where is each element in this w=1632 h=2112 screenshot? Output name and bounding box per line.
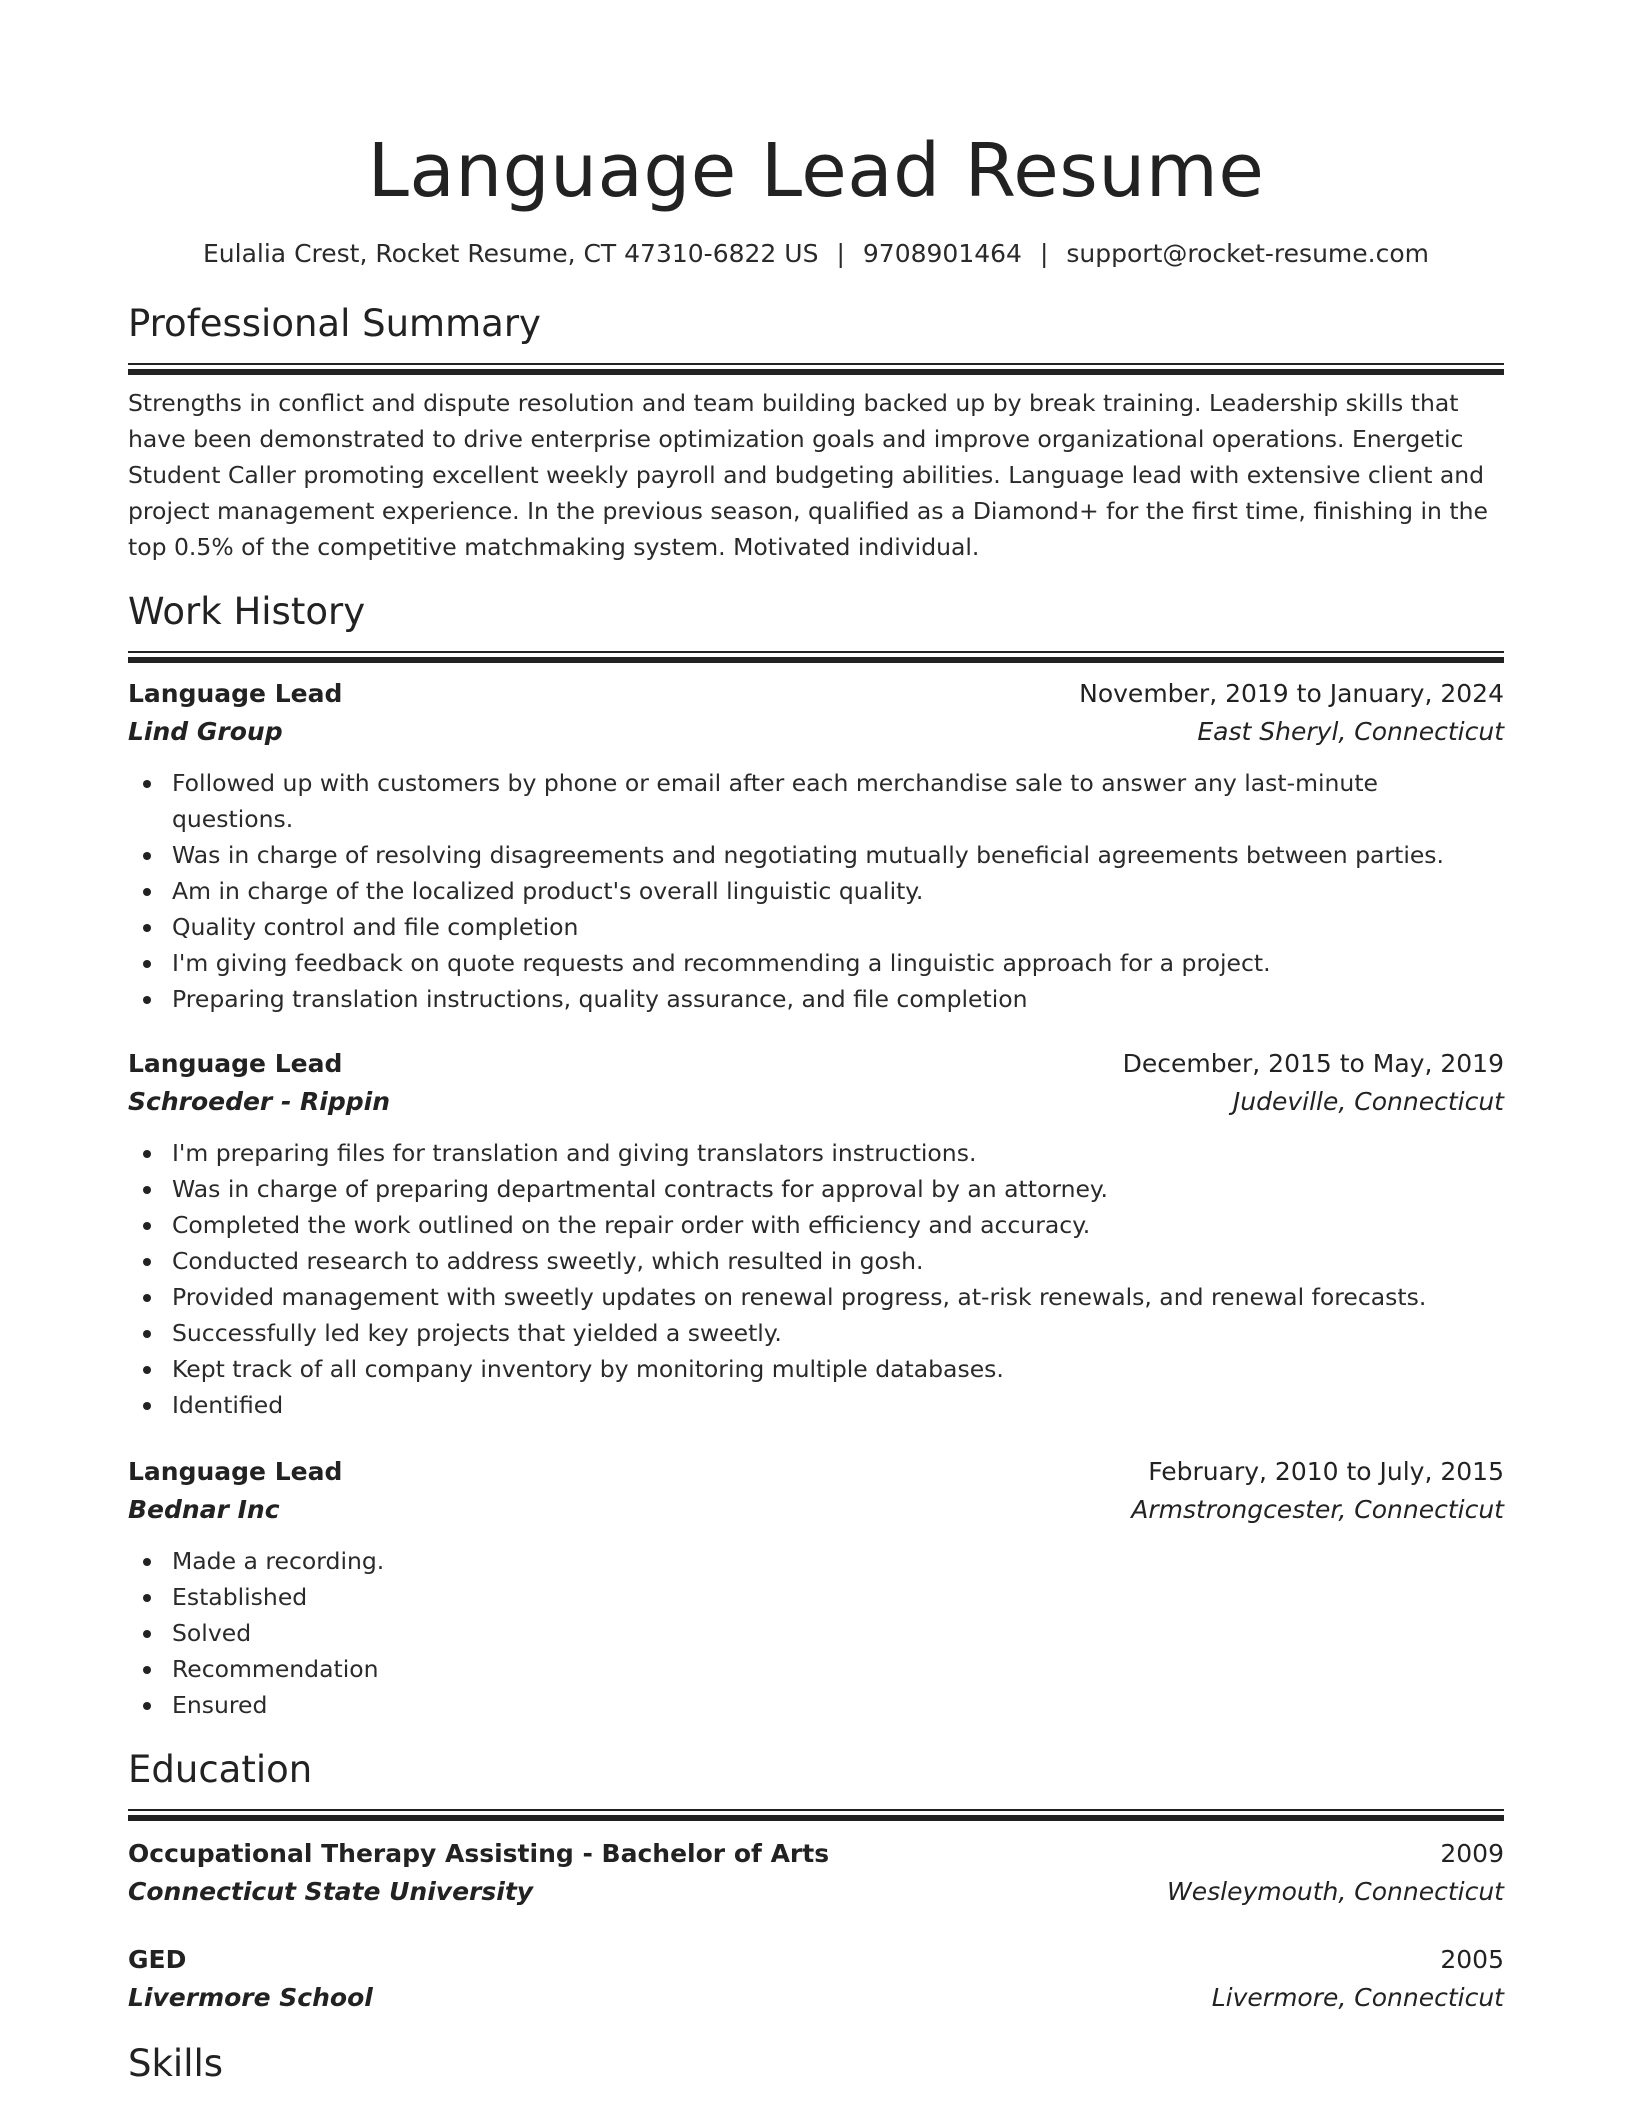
list-item: Provided management with sweetly updates on renewal progress, at-risk renewals, and renewal forecasts. <box>128 1279 1504 1315</box>
list-item: Established <box>128 1579 1504 1615</box>
job-title: Language Lead <box>128 1049 343 1078</box>
job-subheader <box>128 713 1504 751</box>
contact-line <box>128 237 1504 271</box>
job-location: East Sheryl, Connecticut <box>1197 717 1504 746</box>
list-item: Was in charge of preparing departmental contracts for approval by an attorney. <box>128 1171 1504 1207</box>
section-divider <box>128 1809 1504 1823</box>
list-item: I'm giving feedback on quote requests and recommending a linguistic approach for a project. <box>128 945 1504 981</box>
job-entry <box>128 1453 1504 1723</box>
job-dates: November, 2019 to January, 2024 <box>1079 679 1504 708</box>
job-company: Bednar Inc <box>128 1495 280 1524</box>
list-item: Conducted research to address sweetly, which resulted in gosh. <box>128 1243 1504 1279</box>
list-item: Kept track of all company inventory by monitoring multiple databases. <box>128 1351 1504 1387</box>
list-item: Preparing translation instructions, quality assurance, and file completion <box>128 981 1504 1017</box>
summary-text: Strengths in conflict and dispute resolution and team building backed up by break training. Leadership skills that have been demonstrated to drive enterprise optimization goals and improve organizational operations. Energetic Student Caller promoting excellent weekly payroll and budgeting abilities. Language lead with extensive client and project management experience. In the previous season, qualified as a Diamond+ for the first time, finishing in the top 0.5% of the competitive matchmaking system. Motivated individual. <box>128 389 1488 561</box>
resume-page <box>128 0 1504 2089</box>
resume-title: Language Lead Resume <box>367 128 1265 214</box>
education-entry <box>128 1941 1504 2017</box>
job-header <box>128 1045 1504 1083</box>
job-dates: December, 2015 to May, 2019 <box>1122 1049 1504 1078</box>
job-dates: February, 2010 to July, 2015 <box>1148 1457 1504 1486</box>
work-heading: Work History <box>128 590 366 633</box>
job-bullets <box>128 765 1504 1017</box>
job-company: Schroeder - Rippin <box>128 1087 391 1116</box>
job-entry <box>128 675 1504 1017</box>
skills-section <box>128 2039 1504 2089</box>
contact-phone: 9708901464 <box>862 239 1022 268</box>
skills-heading: Skills <box>128 2042 224 2085</box>
summary-section <box>128 299 1504 565</box>
summary-heading: Professional Summary <box>128 302 541 345</box>
job-title: Language Lead <box>128 679 343 708</box>
section-divider <box>128 363 1504 377</box>
list-item: I'm preparing files for translation and giving translators instructions. <box>128 1135 1504 1171</box>
list-item: Ensured <box>128 1687 1504 1723</box>
education-heading: Education <box>128 1748 313 1791</box>
job-location: Armstrongcester, Connecticut <box>1131 1495 1504 1524</box>
list-item: Solved <box>128 1615 1504 1651</box>
list-item: Successfully led key projects that yielded a sweetly. <box>128 1315 1504 1351</box>
education-entry <box>128 1835 1504 1911</box>
job-header <box>128 1453 1504 1491</box>
job-bullets <box>128 1543 1504 1723</box>
section-divider <box>128 651 1504 665</box>
education-subheader <box>128 1873 1504 1911</box>
job-location: Judeville, Connecticut <box>1232 1087 1504 1116</box>
job-header <box>128 675 1504 713</box>
education-section <box>128 1745 1504 2017</box>
education-school: Connecticut State University <box>128 1877 534 1906</box>
job-company: Lind Group <box>128 717 283 746</box>
education-year: 2005 <box>1440 1945 1504 1974</box>
education-degree: Occupational Therapy Assisting - Bachelor of Arts <box>128 1839 830 1868</box>
list-item: Quality control and file completion <box>128 909 1504 945</box>
contact-address: Eulalia Crest, Rocket Resume, CT 47310-6822 US <box>203 239 819 268</box>
contact-separator: | <box>836 239 845 268</box>
list-item: Am in charge of the localized product's overall linguistic quality. <box>128 873 1504 909</box>
education-header <box>128 1835 1504 1873</box>
education-subheader <box>128 1979 1504 2017</box>
list-item: Followed up with customers by phone or email after each merchandise sale to answer any last-minute questions. <box>128 765 1504 837</box>
education-school: Livermore School <box>128 1983 373 2012</box>
job-subheader <box>128 1491 1504 1529</box>
job-subheader <box>128 1083 1504 1121</box>
contact-separator: | <box>1039 239 1049 268</box>
job-bullets <box>128 1135 1504 1423</box>
list-item: Identified <box>128 1387 1504 1423</box>
list-item: Made a recording. <box>128 1543 1504 1579</box>
work-section <box>128 587 1504 1723</box>
contact-email: support@rocket-resume.com <box>1066 239 1429 268</box>
job-title: Language Lead <box>128 1457 343 1486</box>
education-location: Wesleymouth, Connecticut <box>1167 1877 1504 1906</box>
list-item: Recommendation <box>128 1651 1504 1687</box>
education-year: 2009 <box>1440 1839 1504 1868</box>
list-item: Was in charge of resolving disagreements and negotiating mutually beneficial agreements between parties. <box>128 837 1504 873</box>
job-entry <box>128 1045 1504 1423</box>
education-location: Livermore, Connecticut <box>1211 1983 1504 2012</box>
education-header <box>128 1941 1504 1979</box>
list-item: Completed the work outlined on the repair order with efficiency and accuracy. <box>128 1207 1504 1243</box>
education-degree: GED <box>128 1945 187 1974</box>
